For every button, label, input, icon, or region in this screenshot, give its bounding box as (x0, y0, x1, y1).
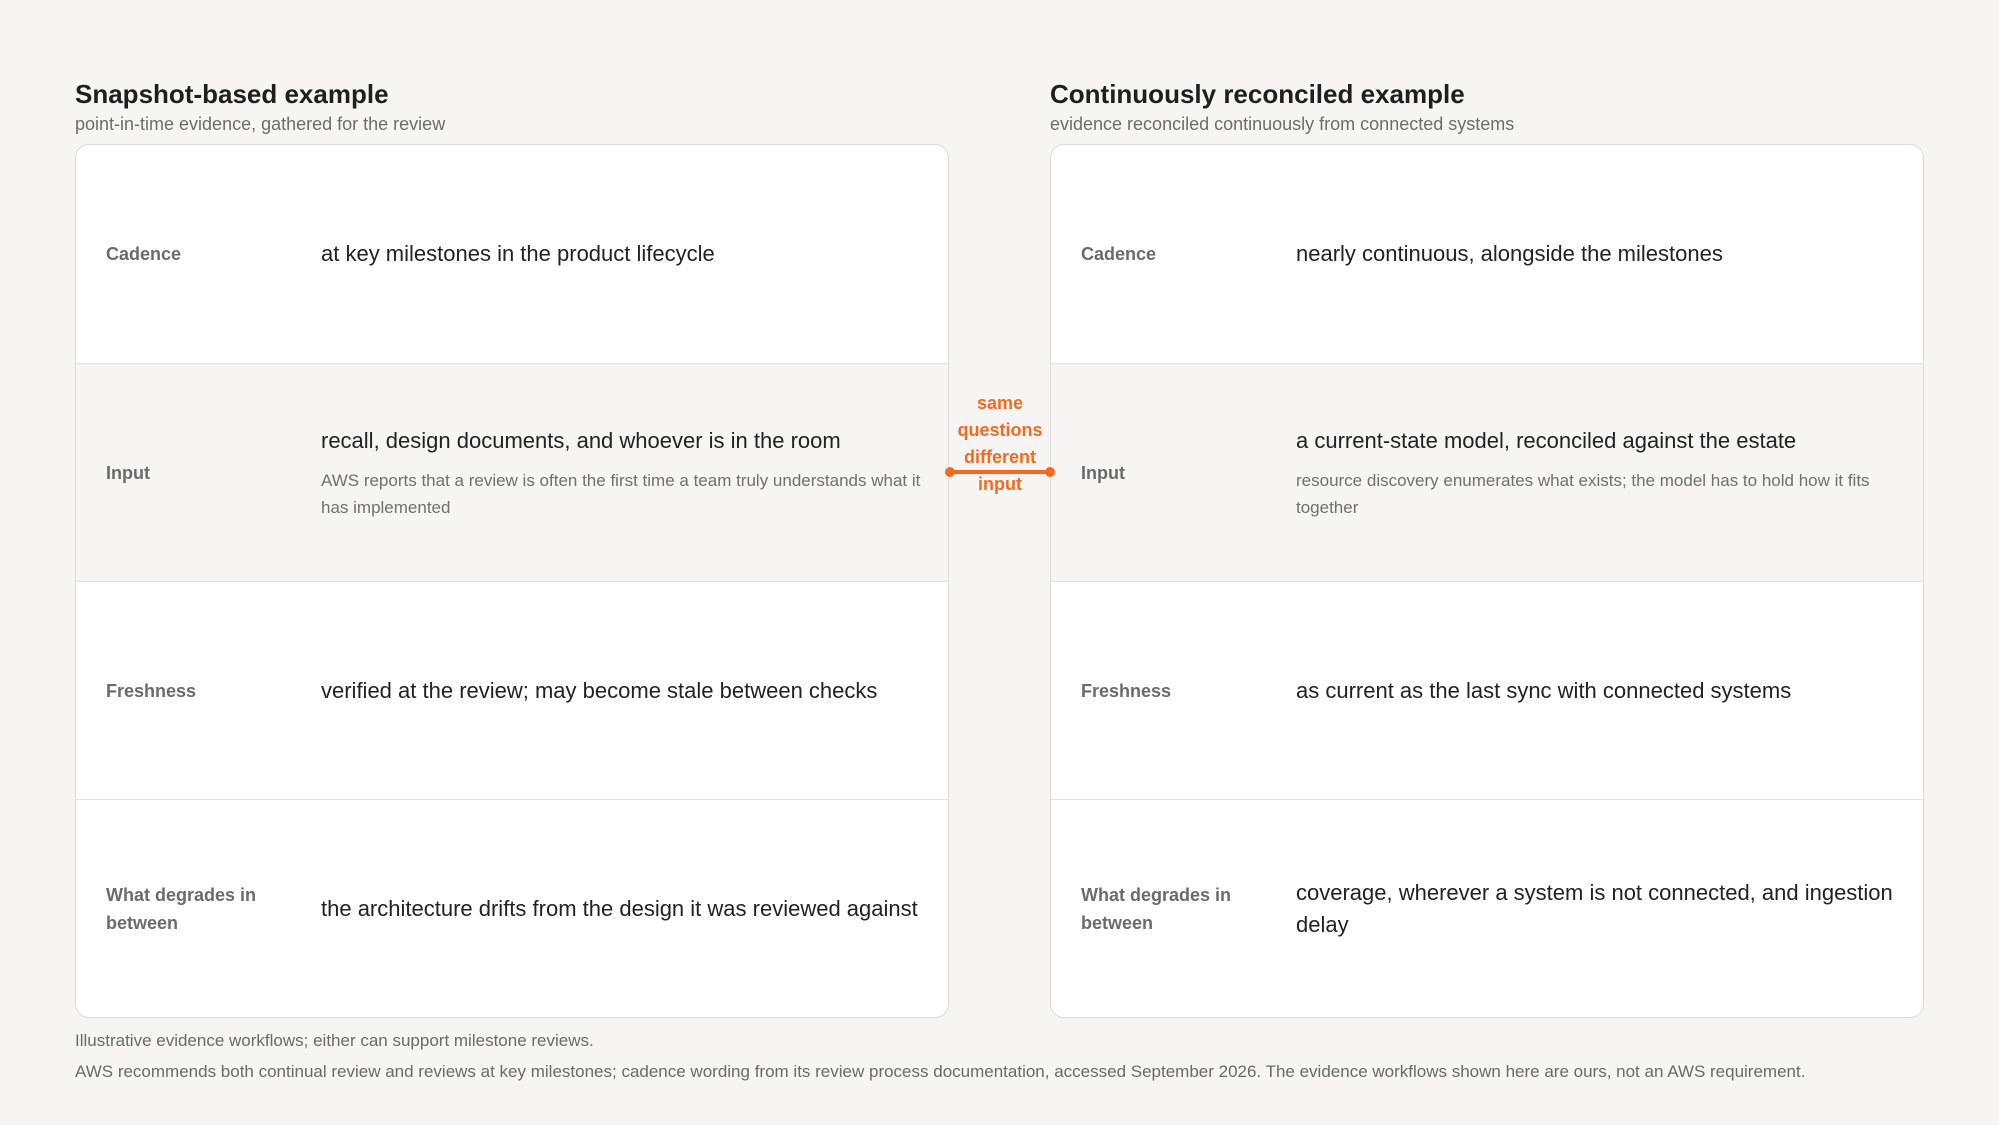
reconciled-row-input (1051, 363, 1923, 581)
snapshot-row-freshness (76, 581, 948, 799)
connector-label-line2: different input (964, 447, 1036, 494)
row-note-text: AWS reports that a review is often the first time a team truly understands what it has implemented (321, 470, 921, 517)
reconciled-row-degrades (1051, 799, 1923, 1017)
snapshot-card (75, 144, 949, 1018)
row-main-text: nearly continuous, alongside the milestones (1296, 241, 1723, 266)
row-value (321, 425, 921, 521)
snapshot-panel-subtitle: point-in-time evidence, gathered for the review (75, 114, 446, 134)
reconciled-panel-subtitle: evidence reconciled continuously from connected systems (1050, 114, 1515, 134)
reconciled-panel-title: Continuously reconciled example (1050, 79, 1465, 109)
row-main-text: a current-state model, reconciled against the estate (1296, 427, 1797, 453)
row-label: What degrades in between (1081, 884, 1232, 933)
snapshot-panel-title: Snapshot-based example (75, 79, 389, 109)
footnote-caption: Illustrative evidence workflows; either can support milestone reviews. (75, 1031, 594, 1050)
connector-dot-right (1045, 467, 1055, 477)
snapshot-row-cadence (76, 145, 948, 363)
row-main-text: recall, design documents, and whoever is in the room (321, 427, 841, 453)
row-note-text: resource discovery enumerates what exists; the model has to hold how it fits together (1296, 470, 1870, 517)
row-label: Cadence (1081, 244, 1157, 264)
row-value (1296, 675, 1896, 707)
snapshot-panel (75, 78, 949, 933)
reconciled-row-cadence (1051, 145, 1923, 363)
row-label: Cadence (106, 244, 182, 264)
snapshot-row-degrades (76, 799, 948, 1017)
row-label: Freshness (106, 680, 197, 701)
reconciled-panel (1050, 78, 1924, 937)
row-label: Freshness (1081, 680, 1172, 701)
row-label: Input (106, 462, 150, 483)
connector-label (945, 390, 1055, 498)
row-main-text: coverage, wherever a system is not connected, and ingestion delay (1296, 879, 1893, 937)
snapshot-row-input (76, 363, 948, 581)
connector-line (949, 470, 1051, 474)
footnote-source: AWS recommends both continual review and reviews at key milestones; cadence wording from its review process documentation, accessed September 2026. The evidence workflows shown here are ours, not an AWS requirement. (75, 1062, 1806, 1081)
row-value (321, 238, 921, 270)
connector-dot-left (945, 467, 955, 477)
row-value (1296, 877, 1896, 941)
connector-label-line1: same questions (957, 393, 1043, 440)
same-questions-connector (945, 390, 1055, 494)
row-main-text: verified at the review; may become stale between checks (321, 677, 878, 703)
reconciled-card (1050, 144, 1924, 1018)
row-label: What degrades in between (106, 884, 257, 933)
row-value (1296, 238, 1896, 270)
reconciled-row-freshness (1051, 581, 1923, 799)
row-value (1296, 425, 1896, 521)
row-main-text: as current as the last sync with connected systems (1296, 677, 1792, 703)
row-main-text: the architecture drifts from the design it was reviewed against (321, 895, 918, 921)
row-value (321, 675, 921, 707)
row-label: Input (1081, 462, 1125, 483)
row-main-text: at key milestones in the product lifecycle (321, 241, 715, 266)
row-value (321, 893, 921, 925)
